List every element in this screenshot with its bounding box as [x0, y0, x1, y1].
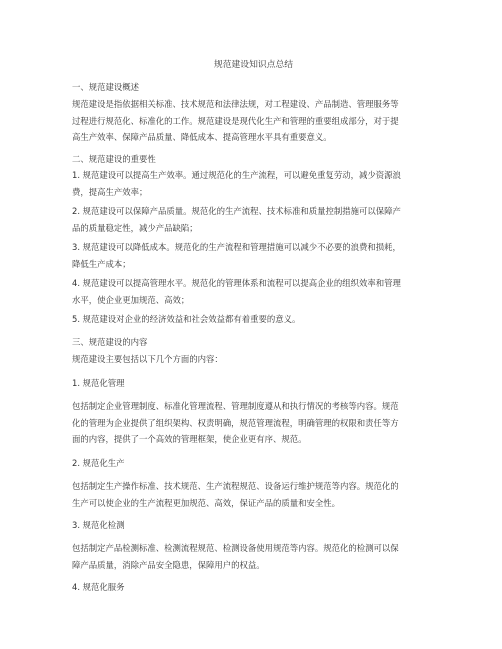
text-line: 高生产效率、保障产品质量、降低成本、提高管理水平具有重要意义。	[72, 132, 332, 142]
text-line	[72, 517, 435, 534]
section-heading-importance: 二、规范建设的重要性	[72, 154, 156, 164]
text-line	[72, 579, 435, 596]
text-line	[72, 455, 435, 472]
item-number: 2.	[72, 458, 80, 468]
text-line: 障产品质量，消除产品安全隐患，保障用户的权益。	[72, 559, 265, 570]
text-line: 生产可以使企业的生产流程更加规范、高效，保证产品的质量和安全性。	[72, 497, 340, 508]
section-heading-overview: 一、规范建设概述	[72, 82, 139, 92]
section-heading-content: 三、规范建设的内容	[72, 337, 148, 347]
text-line: 品的质量稳定性，减少产品缺陷；	[72, 222, 198, 233]
item-number: 4.	[72, 278, 80, 288]
item-number: 3.	[72, 520, 80, 530]
text-line: 降低生产成本；	[72, 258, 131, 269]
text-line	[72, 239, 435, 256]
text-line: 包括制定产品检测标准、检测流程规范、检测设备使用规范等内容。规范化的检测可以保	[72, 543, 399, 553]
content-item-3-body	[72, 540, 435, 573]
content-item-3-title	[72, 517, 435, 534]
importance-item-2	[72, 203, 435, 236]
importance-item-4	[72, 275, 435, 308]
text-line: 规范建设是指依据相关标准、技术规范和法律法规，对工程建设、产品制造、管理服务等	[72, 99, 399, 109]
text-line: 过程进行规范化、标准化的工作。规范建设是现代化生产和管理的重要组成部分，对于提	[72, 115, 399, 126]
item-title: 规范化生产	[82, 458, 125, 468]
text-line: 面的内容，提供了一个高效的管理框架，使企业更有序、规范。	[72, 434, 307, 444]
content-item-1-body	[72, 398, 435, 448]
overview-paragraph	[72, 96, 435, 146]
item-title: 规范化服务	[82, 582, 125, 592]
content-intro	[72, 351, 435, 368]
text-line	[72, 311, 435, 328]
item-number: 3.	[72, 242, 80, 252]
item-number: 2.	[72, 206, 80, 216]
page-title: 规范建设知识点总结	[213, 60, 294, 70]
text-line: 化的管理为企业提供了组织架构、权责明确，规范管理流程，明确管理的权限和责任等方	[72, 417, 399, 428]
item-number: 4.	[72, 582, 80, 592]
item-number: 1.	[72, 170, 80, 180]
item-number: 5.	[72, 314, 80, 324]
text-line: 规范建设主要包括以下几个方面的内容：	[72, 354, 223, 364]
text-line: 费，提高生产效率；	[72, 186, 148, 197]
text-line: 包括制定企业管理制度、标准化管理流程、管理制度遵从和执行情况的考核等内容。规范	[72, 401, 399, 411]
importance-item-3	[72, 239, 435, 272]
item-text: 规范建设可以提高生产效率。通过规范化的生产流程，可以避免重复劳动，减少资源浪	[82, 170, 401, 180]
text-line: 包括制定生产操作标准、技术规范、生产流程规范、设备运行维护规范等内容。规范化的	[72, 481, 399, 491]
item-text: 规范建设可以降低成本。规范化的生产流程和管理措施可以减少不必要的浪费和损耗，	[82, 242, 401, 252]
content-item-4-title	[72, 579, 435, 596]
text-line	[72, 167, 435, 184]
item-number: 1.	[72, 378, 80, 388]
importance-item-1	[72, 167, 435, 200]
item-title: 规范化检测	[82, 520, 125, 530]
item-text: 规范建设可以保障产品质量。规范化的生产流程、技术标准和质量控制措施可以保障产	[82, 206, 401, 216]
content-item-1-title	[72, 375, 435, 392]
importance-item-5	[72, 311, 435, 328]
content-item-2-title	[72, 455, 435, 472]
content-item-2-body	[72, 478, 435, 511]
item-text: 规范建设可以提高管理水平。规范化的管理体系和流程可以提高企业的组织效率和管理	[82, 278, 401, 288]
text-line	[72, 275, 435, 292]
text-line	[72, 203, 435, 220]
text-line	[72, 375, 435, 392]
item-text: 规范建设对企业的经济效益和社会效益都有着重要的意义。	[82, 314, 301, 324]
item-title: 规范化管理	[82, 378, 125, 388]
text-line: 水平，使企业更加规范、高效；	[72, 294, 190, 305]
